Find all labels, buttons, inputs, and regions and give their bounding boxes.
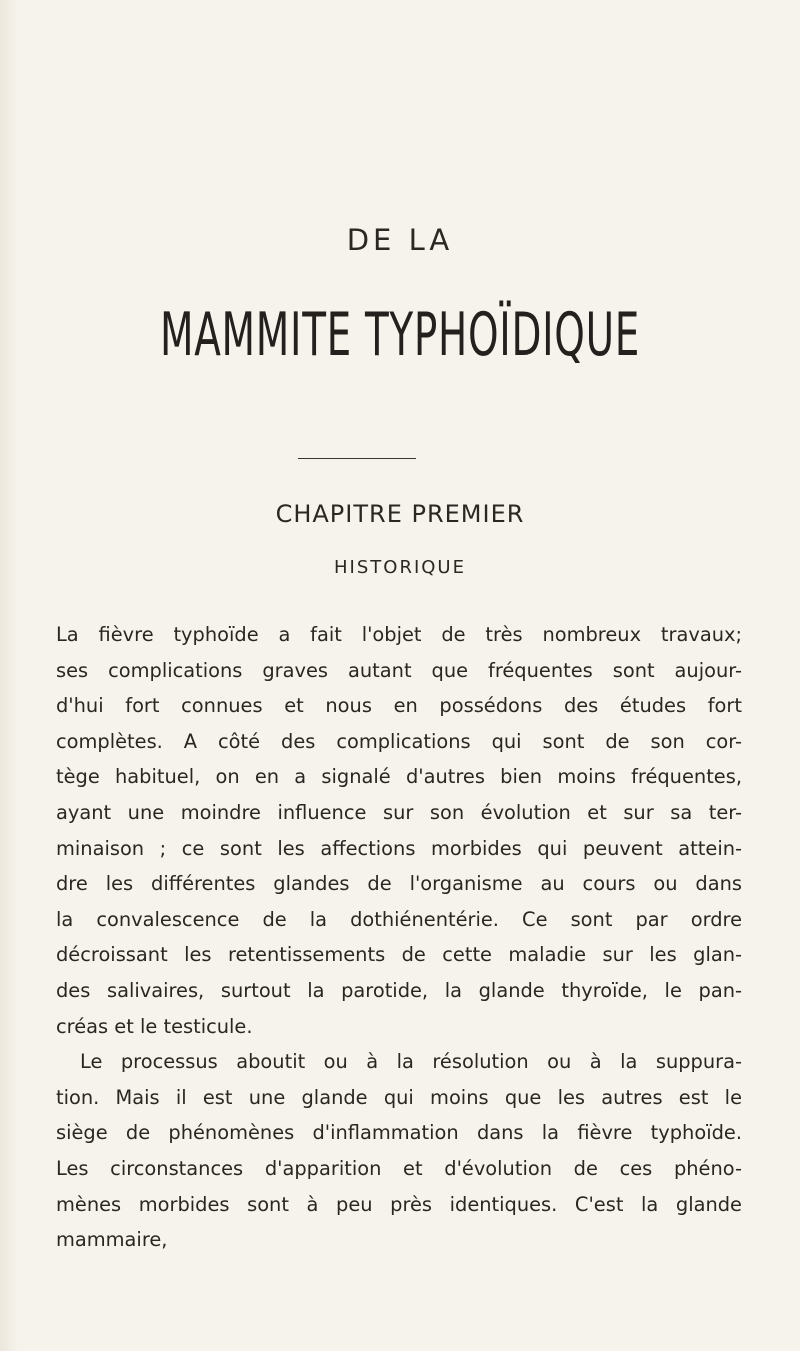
text-line: La fièvre typhoïde a fait l'objet de très nombreux travaux; bbox=[56, 623, 742, 646]
section-heading: HISTORIQUE bbox=[334, 557, 466, 578]
text-line: mènes morbides sont à peu près identiques. C'est la glande bbox=[56, 1192, 742, 1216]
text-line: tège habituel, on en a signalé d'autres bien moins fréquentes, bbox=[56, 765, 742, 789]
body-text bbox=[56, 617, 742, 1258]
text-line: tion. Mais il est une glande qui moins que les autres est le bbox=[56, 1085, 742, 1109]
text-line: des salivaires, surtout la parotide, la glande thyroïde, le pan- bbox=[56, 978, 742, 1002]
text-line: d'hui fort connues et nous en possédons des études fort bbox=[56, 694, 742, 718]
text-line: ses complications graves autant que fréquentes sont aujour- bbox=[56, 658, 742, 682]
text-line: siège de phénomènes d'inflammation dans la fièvre typhoïde. bbox=[56, 1121, 742, 1145]
text-line: complètes. A côté des complications qui sont de son cor- bbox=[56, 729, 742, 753]
text-line: dre les différentes glandes de l'organisme au cours ou dans bbox=[56, 872, 742, 896]
chapter-heading: CHAPITRE PREMIER bbox=[275, 500, 525, 528]
text-line: Les circonstances d'apparition et d'évolution de ces phéno- bbox=[56, 1156, 742, 1180]
text-line: minaison ; ce sont les affections morbides qui peuvent attein- bbox=[56, 836, 742, 860]
text-line: la convalescence de la dothiénentérie. Ce sont par ordre bbox=[56, 907, 742, 931]
title-divider bbox=[298, 458, 416, 459]
text-line: Le processus aboutit ou à la résolution ou à la suppura- bbox=[80, 1050, 742, 1074]
text-line: mammaire, bbox=[56, 1228, 168, 1252]
text-line: créas et le testicule. bbox=[56, 1014, 253, 1038]
text-line: ayant une moindre influence sur son évolution et sur sa ter- bbox=[56, 800, 742, 824]
pre-title: DE LA bbox=[346, 223, 454, 257]
main-title: MAMMITE TYPHOÏDIQUE bbox=[159, 300, 641, 370]
page-edge bbox=[0, 0, 18, 1351]
text-line: décroissant les retentissements de cette maladie sur les glan- bbox=[56, 943, 742, 967]
